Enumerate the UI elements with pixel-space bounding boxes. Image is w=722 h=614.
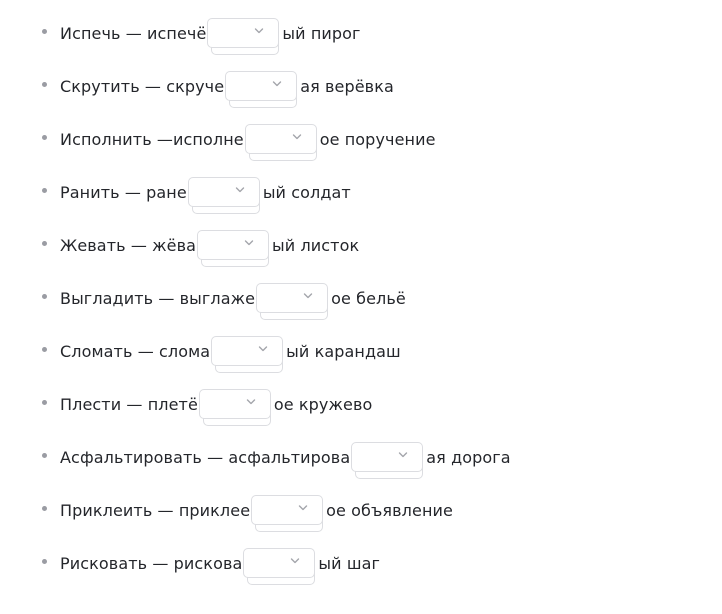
bullet-icon: [42, 188, 47, 193]
word-prefix: Сломать — слома: [60, 341, 211, 361]
suffix-select[interactable]: [207, 18, 279, 48]
chevron-down-icon: [290, 556, 300, 566]
word-ending: ый карандаш: [286, 341, 401, 361]
exercise-line: [60, 72, 394, 100]
word-prefix: Асфальтировать — асфальтирова: [60, 447, 351, 467]
word-prefix: Выгладить — выглаже: [60, 288, 256, 308]
suffix-select-wrapper: [243, 548, 317, 578]
suffix-select-wrapper: [225, 71, 299, 101]
chevron-down-icon: [254, 26, 264, 36]
word-ending: ый солдат: [262, 182, 351, 202]
bullet-icon: [42, 135, 47, 140]
word-ending: ое объявление: [326, 500, 453, 520]
bullet-icon: [42, 347, 47, 352]
suffix-select[interactable]: [211, 336, 283, 366]
suffix-select-wrapper: [197, 230, 271, 260]
suffix-select[interactable]: [225, 71, 297, 101]
bullet-icon: [42, 241, 47, 246]
bullet-icon: [42, 294, 47, 299]
word-ending: ое поручение: [319, 129, 436, 149]
suffix-select-wrapper: [199, 389, 273, 419]
chevron-down-icon: [272, 79, 282, 89]
exercise-line: [60, 19, 361, 47]
word-ending: ое бельё: [331, 288, 406, 308]
chevron-down-icon: [292, 132, 302, 142]
bullet-icon: [42, 82, 47, 87]
exercise-line: [60, 284, 406, 312]
word-prefix: Приклеить — приклее: [60, 500, 251, 520]
suffix-select[interactable]: [245, 124, 317, 154]
word-prefix: Рисковать — рискова: [60, 553, 243, 573]
suffix-select[interactable]: [351, 442, 423, 472]
suffix-select-wrapper: [207, 18, 281, 48]
word-ending: ый пирог: [282, 23, 361, 43]
suffix-select-wrapper: [188, 177, 262, 207]
chevron-down-icon: [246, 397, 256, 407]
suffix-select-wrapper: [251, 495, 325, 525]
exercise-line: [60, 231, 359, 259]
suffix-select[interactable]: [256, 283, 328, 313]
suffix-select-wrapper: [351, 442, 425, 472]
word-prefix: Ранить — ране: [60, 182, 187, 202]
bullet-icon: [42, 400, 47, 405]
chevron-down-icon: [398, 450, 408, 460]
suffix-select[interactable]: [188, 177, 260, 207]
word-prefix: Жевать — жёва: [60, 235, 197, 255]
word-prefix: Плести — плетё: [60, 394, 198, 414]
exercise-line: [60, 549, 380, 577]
chevron-down-icon: [303, 291, 313, 301]
word-prefix: Исполнить —исполне: [60, 129, 244, 149]
suffix-select[interactable]: [197, 230, 269, 260]
suffix-select[interactable]: [251, 495, 323, 525]
exercise-line: [60, 390, 372, 418]
suffix-select[interactable]: [199, 389, 271, 419]
word-ending: ое кружево: [273, 394, 373, 414]
suffix-select-wrapper: [256, 283, 330, 313]
suffix-select[interactable]: [243, 548, 315, 578]
chevron-down-icon: [298, 503, 308, 513]
bullet-icon: [42, 453, 47, 458]
exercise-line: [60, 337, 401, 365]
word-ending: ая дорога: [426, 447, 511, 467]
word-prefix: Испечь — испечё: [60, 23, 207, 43]
exercise-line: [60, 496, 453, 524]
exercise-line: [60, 178, 351, 206]
suffix-select-wrapper: [245, 124, 319, 154]
word-ending: ая верёвка: [300, 76, 394, 96]
suffix-select-wrapper: [211, 336, 285, 366]
chevron-down-icon: [258, 344, 268, 354]
word-prefix: Скрутить — скруче: [60, 76, 225, 96]
bullet-icon: [42, 506, 47, 511]
word-ending: ый листок: [272, 235, 360, 255]
bullet-icon: [42, 559, 47, 564]
bullet-icon: [42, 29, 47, 34]
chevron-down-icon: [235, 185, 245, 195]
chevron-down-icon: [244, 238, 254, 248]
word-ending: ый шаг: [318, 553, 380, 573]
exercise-item: [0, 553, 722, 614]
exercise-line: [60, 125, 436, 153]
exercise-line: [60, 443, 511, 471]
